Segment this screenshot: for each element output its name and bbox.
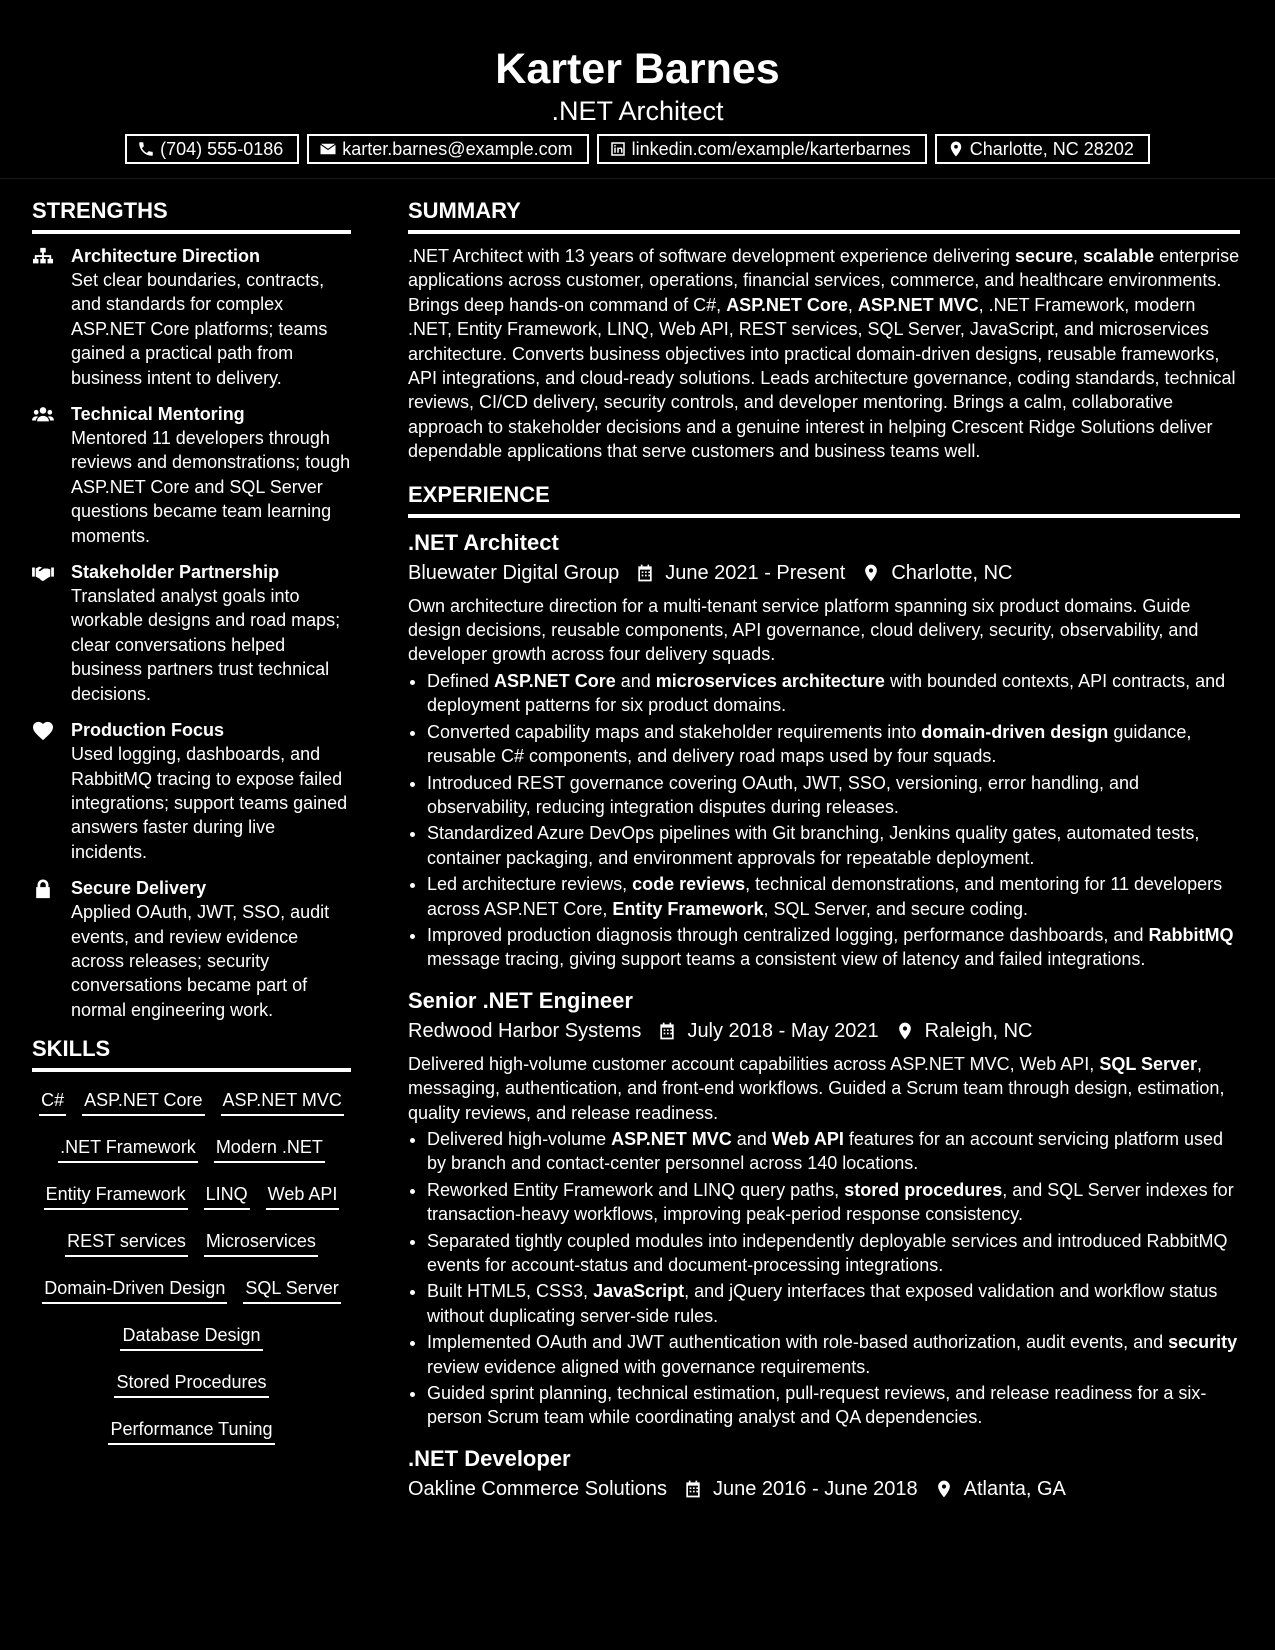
contact-text: karter.barnes@example.com	[342, 138, 573, 159]
strength-title: Production Focus	[71, 720, 224, 741]
candidate-name: Karter Barnes	[495, 45, 780, 93]
strength-description: Set clear boundaries, contracts, and standards for complex ASP.NET Core platforms; teams gained a practical path from business intent to delivery.	[71, 270, 328, 388]
skill-tag: Entity Framework	[44, 1178, 188, 1210]
skill-tag: Web API	[266, 1178, 340, 1210]
job-bullet: • Implemented OAuth and JWT authentication with role-based authorization, audit events, and security review evidence aligned with governance requirements.	[427, 1330, 1240, 1379]
job-title: .NET Architect	[408, 529, 559, 555]
calendar-icon	[635, 563, 655, 583]
resume-header	[0, 0, 1275, 179]
contact-text: Charlotte, NC 28202	[969, 138, 1134, 159]
strength-item	[32, 402, 351, 548]
phone-icon	[137, 140, 155, 158]
job-bullet: • Converted capability maps and stakeholder requirements into domain-driven design guidance, reusable C# components, and delivery road maps used by four squads.	[427, 720, 1240, 769]
job-entry	[408, 986, 1240, 1430]
job-meta	[408, 558, 1240, 588]
strength-title: Architecture Direction	[71, 246, 261, 266]
skill-tag: Performance Tuning	[108, 1413, 274, 1445]
contact-linkedin[interactable]	[597, 134, 927, 164]
strength-item	[32, 718, 351, 864]
contact-location-pin[interactable]	[935, 134, 1150, 164]
contact-bar	[0, 134, 1275, 164]
location-pin-icon	[861, 563, 881, 583]
job-bullet: • Introduced REST governance covering OAuth, JWT, SSO, versioning, error handling, and observability, reducing integration disputes during releases.	[427, 771, 1240, 820]
job-description: Delivered high-volume customer account capabilities across ASP.NET MVC, Web API, SQL Server, messaging, authentication, and front-end workflows. Guided a Scrum team through design, estimation, quality reviews, and release readiness.	[408, 1053, 1225, 1123]
skill-tag: REST services	[65, 1225, 188, 1257]
summary-text: .NET Architect with 13 years of software development experience delivering secure, scalable enterprise applications across customer, operations, financial services, commerce, and healthcare environments. Brings deep hands-on command of C#, ASP.NET Core, ASP.NET MVC, .NET Framework, modern .NET, Entity Framework, LINQ, Web API, REST services, SQL Server, JavaScript, and microservices architecture. Converts business objectives into practical domain-driven designs, reusable frameworks, API integrations, and cloud-ready solutions. Leads architecture governance, coding standards, technical reviews, CI/CD delivery, security controls, and developer mentoring. Brings a calm, collaborative approach to stakeholder decisions and a genuine interest in helping Crescent Ridge Solutions deliver dependable applications that serve customers and business teams well.	[408, 246, 1240, 462]
heart-icon	[32, 721, 54, 741]
job-bullet: • Improved production diagnosis through centralized logging, performance dashboards, and RabbitMQ message tracing, giving support teams a consistent view of latency and failed integrations.	[427, 923, 1240, 972]
job-bullet: • Reworked Entity Framework and LINQ query paths, stored procedures, and SQL Server indexes for transaction-heavy workflows, improving peak-period response consistency.	[427, 1178, 1240, 1227]
experience-heading: EXPERIENCE	[408, 480, 1240, 518]
strength-title: Stakeholder Partnership	[71, 562, 280, 583]
strength-description: Used logging, dashboards, and RabbitMQ tracing to expose failed integrations; support teams gained answers faster during live incidents.	[71, 744, 348, 862]
calendar-icon	[683, 1479, 703, 1499]
skills-list	[32, 1084, 351, 1460]
job-bullet: • Built HTML5, CSS3, JavaScript, and jQuery interfaces that exposed validation and workflow status without duplicating server-side rules.	[427, 1279, 1240, 1328]
skills-heading: SKILLS	[32, 1034, 351, 1072]
job-dates: July 2018 - May 2021	[687, 1019, 879, 1042]
job-dates: June 2016 - June 2018	[713, 1477, 918, 1500]
location-pin-icon	[895, 1021, 915, 1041]
job-bullet: • Standardized Azure DevOps pipelines with Git branching, Jenkins quality gates, automated tests, container packaging, and environment approvals for repeatable deployment.	[427, 821, 1240, 870]
location-pin-icon	[934, 1479, 954, 1499]
skill-tag: SQL Server	[243, 1272, 340, 1304]
skill-tag: C#	[39, 1084, 66, 1116]
strength-title: Secure Delivery	[71, 878, 207, 899]
job-bullets	[408, 1127, 1240, 1430]
job-bullet: • Led architecture reviews, code reviews, technical demonstrations, and mentoring for 11 developers across ASP.NET Core, Entity Framework, SQL Server, and secure coding.	[427, 872, 1240, 921]
users-icon	[32, 405, 54, 425]
contact-text: linkedin.com/example/karterbarnes	[631, 138, 911, 159]
job-title: Senior .NET Engineer	[408, 987, 633, 1013]
job-company: Redwood Harbor Systems	[408, 1019, 642, 1042]
skill-tag: Stored Procedures	[114, 1366, 268, 1398]
summary-heading: SUMMARY	[408, 196, 1240, 234]
strengths-heading: STRENGTHS	[32, 196, 351, 234]
right-column	[408, 196, 1240, 1510]
skill-tag: ASP.NET MVC	[221, 1084, 344, 1116]
strength-item	[32, 876, 351, 1022]
experience-list	[408, 528, 1240, 1504]
strength-description: Applied OAuth, JWT, SSO, audit events, and review evidence across releases; security conversations became part of normal engineering work.	[71, 902, 330, 1020]
skill-tag: Domain-Driven Design	[42, 1272, 227, 1304]
contact-envelope[interactable]	[307, 134, 588, 164]
job-bullet: • Defined ASP.NET Core and microservices architecture with bounded contexts, API contracts, and deployment patterns for six product domains.	[427, 669, 1240, 718]
job-meta	[408, 1016, 1240, 1046]
job-bullet: • Delivered high-volume ASP.NET MVC and Web API features for an account servicing platform used by branch and contact-center personnel across 140 locations.	[427, 1127, 1240, 1176]
job-meta	[408, 1474, 1240, 1504]
sitemap-icon	[32, 247, 54, 267]
job-title: .NET Developer	[408, 1445, 571, 1471]
left-column	[32, 196, 351, 1460]
job-entry	[408, 528, 1240, 972]
lock-icon	[32, 879, 54, 899]
job-entry	[408, 1444, 1240, 1504]
job-dates: June 2021 - Present	[665, 561, 846, 584]
envelope-icon	[319, 140, 337, 158]
skill-tag: Microservices	[204, 1225, 318, 1257]
contact-text: (704) 555-0186	[160, 138, 284, 159]
job-location: Charlotte, NC	[891, 561, 1013, 584]
strengths-list	[32, 244, 351, 1022]
job-description: Own architecture direction for a multi-tenant service platform spanning six product domains. Guide design decisions, reusable components, API governance, cloud delivery, security, observability, and developer growth across four delivery squads.	[408, 595, 1199, 665]
strength-item	[32, 560, 351, 706]
job-location: Atlanta, GA	[963, 1477, 1066, 1500]
job-company: Bluewater Digital Group	[408, 561, 620, 584]
contact-phone[interactable]	[125, 134, 299, 164]
job-bullet: • Guided sprint planning, technical estimation, pull-request reviews, and release readiness for a six-person Scrum team while coordinating analyst and QA dependencies.	[427, 1381, 1240, 1430]
skill-tag: LINQ	[204, 1178, 250, 1210]
location-pin-icon	[947, 140, 965, 158]
job-location: Raleigh, NC	[924, 1019, 1033, 1042]
skill-tag: Modern .NET	[214, 1131, 325, 1163]
linkedin-icon	[609, 140, 627, 158]
strength-description: Translated analyst goals into workable designs and road maps; clear conversations helped business partners trust technical decisions.	[71, 586, 341, 704]
handshake-icon	[32, 563, 54, 583]
job-company: Oakline Commerce Solutions	[408, 1477, 667, 1500]
job-bullet: • Separated tightly coupled modules into independently deployable services and introduced RabbitMQ events for account-status and document-processing integrations.	[427, 1229, 1240, 1278]
calendar-icon	[657, 1021, 677, 1041]
candidate-title: .NET Architect	[551, 96, 724, 126]
job-bullets	[408, 669, 1240, 972]
skill-tag: .NET Framework	[58, 1131, 198, 1163]
skill-tag: ASP.NET Core	[82, 1084, 204, 1116]
strength-title: Technical Mentoring	[71, 404, 245, 425]
strength-description: Mentored 11 developers through reviews and demonstrations; tough ASP.NET Core and SQL Server questions became team learning moments.	[71, 428, 351, 546]
strength-item	[32, 244, 351, 390]
skill-tag: Database Design	[120, 1319, 262, 1351]
